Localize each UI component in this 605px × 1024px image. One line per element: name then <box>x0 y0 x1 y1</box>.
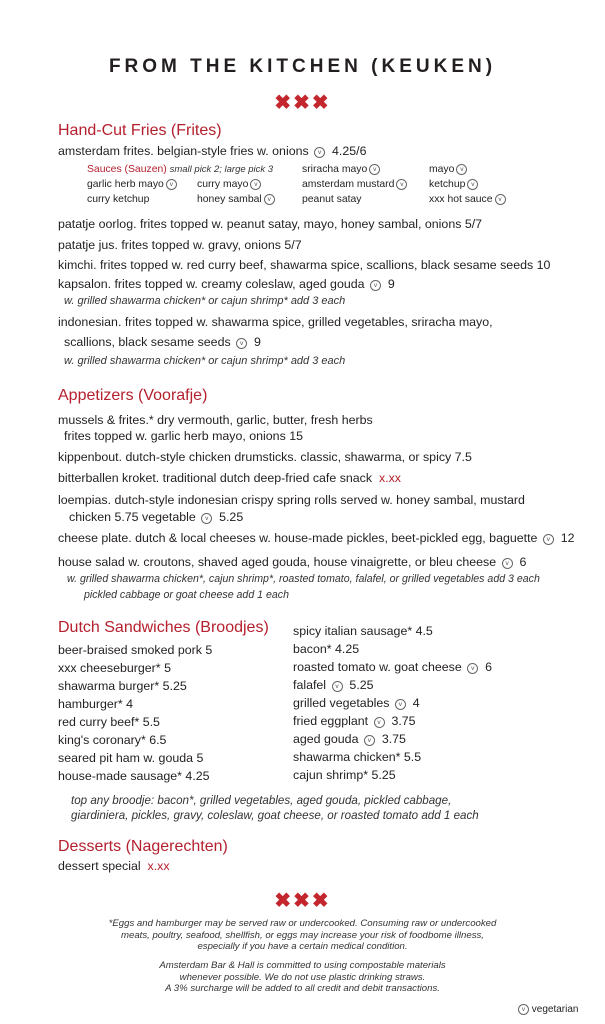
menu-item-amsterdam-frites: amsterdam frites. belgian-style fries w. onions v 4.25/6 <box>58 144 367 158</box>
sauce-item: honey sambal v <box>197 194 275 205</box>
sandwich-list-left <box>58 641 212 785</box>
vegetarian-icon: v <box>364 735 375 746</box>
vegetarian-icon: v <box>467 179 478 190</box>
menu-item-kapsalon: kapsalon. frites topped w. creamy coleslaw, aged gouda v 9 <box>58 277 395 291</box>
sandwich-item: shawarma burger* 5.25 <box>58 679 187 693</box>
section-desserts-heading: Desserts (Nagerechten) <box>58 838 228 855</box>
sandwich-item: cajun shrimp* 5.25 <box>293 768 396 782</box>
menu-item-cheese-plate: cheese plate. dutch & local cheeses w. house-made pickles, beet-pickled egg, baguette v 12 <box>58 531 575 545</box>
vegetarian-icon: v <box>518 1004 529 1015</box>
section-appetizers-heading: Appetizers (Voorafje) <box>58 387 208 404</box>
addon-note: w. grilled shawarma chicken* or cajun shrimp* add 3 each <box>64 295 346 307</box>
sandwich-item: hamburger* 4 <box>58 697 134 711</box>
sandwich-item: seared pit ham w. gouda 5 <box>58 751 204 765</box>
notice-text: Amsterdam Bar & Hall is committed to using compostable materials whenever possible. We do not use plastic drinking straws. A 3% surcharge will be added to all credit and debit transactions. <box>159 960 446 995</box>
vegetarian-icon: v <box>395 699 406 710</box>
sauce-item: garlic herb mayo v <box>87 179 177 190</box>
section-sandwiches-heading: Dutch Sandwiches (Broodjes) <box>58 619 269 636</box>
page-title: FROM THE KITCHEN (KEUKEN) <box>108 56 497 77</box>
xxx-divider-top: ✖✖✖ <box>274 92 331 114</box>
vegetarian-icon: v <box>250 179 261 190</box>
vegetarian-icon: v <box>201 513 212 524</box>
sauce-item: curry ketchup <box>87 194 150 205</box>
addon-note: pickled cabbage or goat cheese add 1 each <box>84 589 289 601</box>
sandwich-item: falafel v 5.25 <box>293 678 374 692</box>
vegetarian-icon: v <box>332 681 343 692</box>
sauce-item: ketchup v <box>429 179 478 190</box>
sauce-item: amsterdam mustard v <box>302 179 407 190</box>
menu-item-kimchi: kimchi. frites topped w. red curry beef, shawarma spice, scallions, black sesame seeds 10 <box>58 258 551 272</box>
vegetarian-icon: v <box>456 164 467 175</box>
sandwich-item: house-made sausage* 4.25 <box>58 769 210 783</box>
menu-item-bitterballen: bitterballen kroket. traditional dutch deep-fried cafe snack x.xx <box>58 471 401 485</box>
disclaimer-text: *Eggs and hamburger may be served raw or undercooked. Consuming raw or undercooked meats, poultry, seafood, shellfish, or eggs may increase your risk of foodbome illness, especially if you have a certain medical condition. <box>108 918 497 953</box>
sandwich-item: xxx cheeseburger* 5 <box>58 661 171 675</box>
sandwich-item: grilled vegetables v 4 <box>293 696 420 710</box>
sauce-item: xxx hot sauce v <box>429 194 506 205</box>
menu-item-patatje-oorlog: patatje oorlog. frites topped w. peanut satay, mayo, honey sambal, onions 5/7 <box>58 217 483 231</box>
sandwich-item: red curry beef* 5.5 <box>58 715 160 729</box>
menu-item-indonesian: indonesian. frites topped w. shawarma spice, grilled vegetables, sriracha mayo, <box>58 315 493 329</box>
menu-item-indonesian-cont: scallions, black sesame seeds v 9 <box>64 335 261 349</box>
sandwich-item: aged gouda v 3.75 <box>293 732 406 746</box>
sandwich-item: fried eggplant v 3.75 <box>293 714 416 728</box>
vegetarian-icon: v <box>374 717 385 728</box>
vegetarian-icon: v <box>264 194 275 205</box>
menu-item-dessert-special: dessert special x.xx <box>58 859 170 873</box>
sauce-item: curry mayo v <box>197 179 261 190</box>
topping-note: giardiniera, pickles, gravy, coleslaw, goat cheese, or roasted tomato add 1 each <box>71 809 479 822</box>
sauce-item: mayo v <box>429 164 467 175</box>
addon-note: w. grilled shawarma chicken*, cajun shrimp*, roasted tomato, falafel, or grilled vegetables add 3 each <box>67 573 540 585</box>
sandwich-item: king's coronary* 6.5 <box>58 733 167 747</box>
vegetarian-icon: v <box>314 147 325 158</box>
menu-item-mussels: mussels & frites.* dry vermouth, garlic, butter, fresh herbs <box>58 413 373 427</box>
vegetarian-icon: v <box>236 338 247 349</box>
vegetarian-icon: v <box>502 558 513 569</box>
sandwich-item: spicy italian sausage* 4.5 <box>293 624 433 638</box>
menu-item-mussels-cont: frites topped w. garlic herb mayo, onions 15 <box>64 429 303 443</box>
sauce-item: sriracha mayo v <box>302 164 380 175</box>
menu-item-loempias-cont: chicken 5.75 vegetable v 5.25 <box>69 510 244 524</box>
vegetarian-icon: v <box>166 179 177 190</box>
sandwich-item: shawarma chicken* 5.5 <box>293 750 422 764</box>
section-fries-heading: Hand-Cut Fries (Frites) <box>58 122 222 139</box>
sandwich-item: roasted tomato w. goat cheese v 6 <box>293 660 493 674</box>
menu-item-loempias: loempias. dutch-style indonesian crispy spring rolls served w. honey sambal, mustard <box>58 493 525 507</box>
xxx-divider-bottom: ✖✖✖ <box>274 890 331 912</box>
vegetarian-legend: v vegetarian <box>516 1004 578 1015</box>
sandwich-item: beer-braised smoked pork 5 <box>58 643 213 657</box>
vegetarian-icon: v <box>369 164 380 175</box>
vegetarian-icon: v <box>396 179 407 190</box>
vegetarian-icon: v <box>467 663 478 674</box>
sandwich-list-right <box>293 622 492 784</box>
vegetarian-icon: v <box>370 280 381 291</box>
sandwich-item: bacon* 4.25 <box>293 642 360 656</box>
menu-item-patatje-jus: patatje jus. frites topped w. gravy, onions 5/7 <box>58 238 302 252</box>
addon-note: w. grilled shawarma chicken* or cajun shrimp* add 3 each <box>64 355 346 367</box>
menu-item-kippenbout: kippenbout. dutch-style chicken drumsticks. classic, shawarma, or spicy 7.5 <box>58 450 472 464</box>
sauce-item: peanut satay <box>302 194 362 205</box>
vegetarian-icon: v <box>543 534 554 545</box>
menu-item-house-salad: house salad w. croutons, shaved aged gouda, house vinaigrette, or bleu cheese v 6 <box>58 555 527 569</box>
topping-note: top any broodje: bacon*, grilled vegetables, aged gouda, pickled cabbage, <box>71 794 452 807</box>
sauces-label: Sauces (Sauzen) small pick 2; large pick 3 <box>87 164 274 175</box>
vegetarian-icon: v <box>495 194 506 205</box>
